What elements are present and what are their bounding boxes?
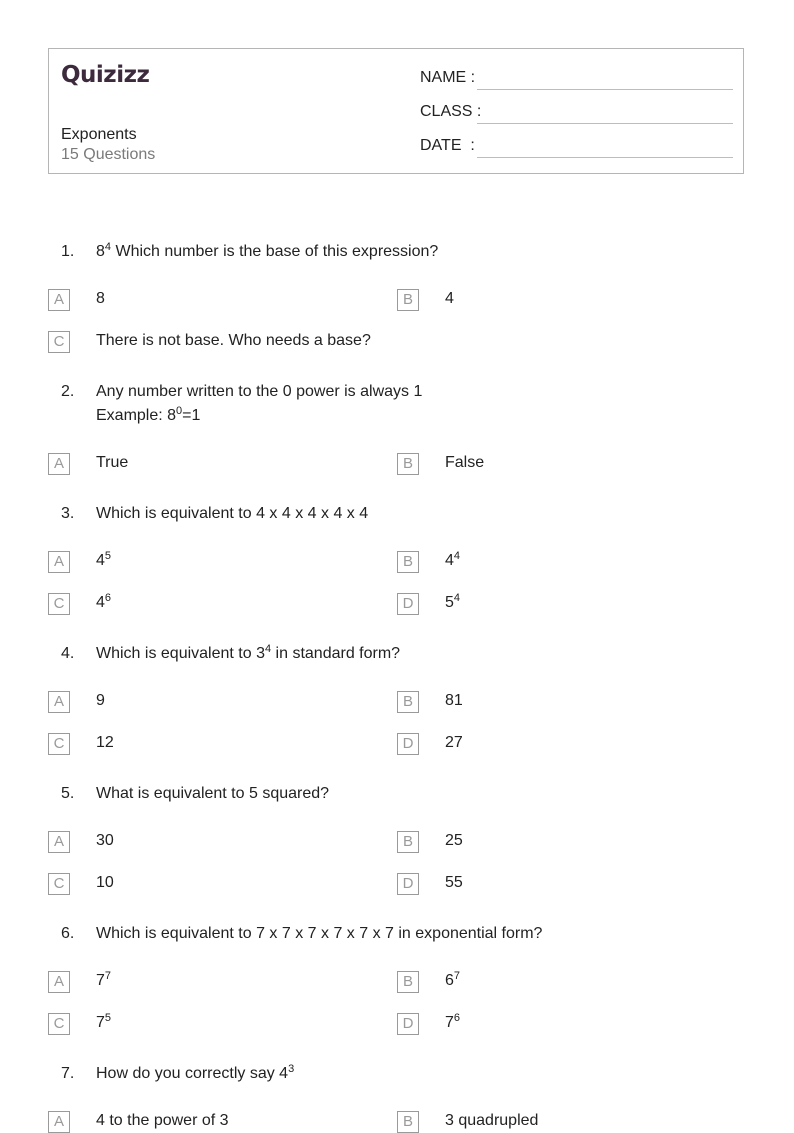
name-line[interactable] — [477, 89, 733, 90]
option-b-box[interactable]: B — [397, 691, 419, 713]
class-line[interactable] — [477, 123, 733, 124]
text-part: Which number is the base of this expression? — [111, 243, 439, 260]
option-c-box[interactable]: C — [48, 331, 70, 353]
text-part: Example: 8 — [96, 407, 177, 424]
text-part: in standard form? — [271, 645, 401, 662]
text-part: 6 — [445, 972, 454, 989]
option-a-box[interactable]: A — [48, 453, 70, 475]
text-part: 7 — [96, 972, 105, 989]
option-a-text — [96, 972, 111, 990]
question-number: 2. — [61, 383, 75, 400]
question-text — [96, 1062, 294, 1086]
option-c-text — [96, 874, 114, 892]
text-part: Which is equivalent to 3 — [96, 645, 265, 662]
option-c-box[interactable]: C — [48, 733, 70, 755]
svg-text:Quizizz: Quizizz — [61, 62, 150, 87]
question-number: 1. — [61, 243, 75, 260]
option-c-box[interactable]: C — [48, 593, 70, 615]
question-count: 15 Questions — [61, 146, 156, 163]
text-part: 27 — [445, 734, 463, 751]
exponent: 4 — [264, 643, 272, 655]
text-part: 4 — [445, 552, 454, 569]
date-label: DATE : — [420, 137, 475, 154]
text-part: 12 — [96, 734, 114, 751]
text-part: What is equivalent to 5 squared? — [96, 785, 330, 802]
text-part: True — [96, 454, 129, 471]
option-c-box[interactable]: C — [48, 1013, 70, 1035]
text-part: 5 — [445, 594, 454, 611]
text-part: There is not base. Who needs a base? — [96, 332, 371, 349]
option-a-box[interactable]: A — [48, 289, 70, 311]
option-b-box[interactable]: B — [397, 831, 419, 853]
option-a-text — [96, 290, 105, 308]
text-part: 9 — [96, 692, 105, 709]
exponent: 7 — [453, 970, 461, 982]
option-a-box[interactable]: A — [48, 831, 70, 853]
option-b-text — [445, 832, 463, 850]
option-c-text — [96, 332, 371, 350]
option-c-text — [96, 1014, 111, 1032]
option-a-box[interactable]: A — [48, 691, 70, 713]
option-a-text — [96, 692, 105, 710]
question-number: 5. — [61, 785, 75, 802]
text-part: =1 — [182, 407, 201, 424]
option-b-text — [445, 692, 463, 710]
question-text — [96, 922, 542, 946]
option-d-box[interactable]: D — [397, 733, 419, 755]
text-part: 10 — [96, 874, 114, 891]
question-number: 7. — [61, 1065, 75, 1082]
option-b-text — [445, 972, 460, 990]
question-number: 6. — [61, 925, 75, 942]
text-part: 8 — [96, 290, 105, 307]
question-text — [96, 380, 422, 428]
option-c-text — [96, 734, 114, 752]
text-part: Which is equivalent to 7 x 7 x 7 x 7 x 7 x 7 in exponential form? — [96, 925, 543, 942]
worksheet-header — [48, 48, 744, 174]
option-d-text — [445, 1014, 460, 1032]
option-b-box[interactable]: B — [397, 289, 419, 311]
name-label: NAME : — [420, 69, 476, 86]
option-a-box[interactable]: A — [48, 551, 70, 573]
option-b-text — [445, 290, 454, 308]
exponent: 7 — [104, 970, 112, 982]
option-d-text — [445, 734, 463, 752]
option-b-text — [445, 552, 460, 570]
option-d-box[interactable]: D — [397, 593, 419, 615]
option-b-box[interactable]: B — [397, 551, 419, 573]
option-a-text — [96, 454, 128, 472]
option-b-box[interactable]: B — [397, 453, 419, 475]
text-part: 25 — [445, 832, 463, 849]
text-part: 8 — [96, 243, 105, 260]
text-part: 4 to the power of 3 — [96, 1112, 229, 1129]
exponent: 6 — [453, 1012, 461, 1024]
option-a-box[interactable]: A — [48, 1111, 70, 1133]
class-label: CLASS : — [420, 103, 482, 120]
exponent: 5 — [104, 1012, 112, 1024]
date-line[interactable] — [477, 157, 733, 158]
quizizz-logo — [61, 59, 153, 87]
option-b-box[interactable]: B — [397, 971, 419, 993]
exponent: 3 — [288, 1063, 295, 1075]
question-number: 3. — [61, 505, 75, 522]
text-part: 81 — [445, 692, 463, 709]
text-part: 4 — [96, 594, 105, 611]
option-a-text — [96, 832, 114, 850]
option-a-text — [96, 552, 111, 570]
text-part: 3 quadrupled — [445, 1112, 539, 1129]
option-c-box[interactable]: C — [48, 873, 70, 895]
text-part: False — [445, 454, 485, 471]
question-text — [96, 240, 438, 264]
question-text — [96, 502, 368, 526]
question-number: 4. — [61, 645, 75, 662]
text-part: 7 — [96, 1014, 105, 1031]
option-b-text — [445, 1112, 538, 1130]
exponent: 6 — [104, 592, 112, 604]
text-part: How do you correctly say 4 — [96, 1065, 289, 1082]
text-part: 4 — [96, 552, 105, 569]
worksheet-title: Exponents — [61, 126, 137, 143]
question-text — [96, 782, 329, 806]
option-d-text — [445, 594, 460, 612]
option-d-box[interactable]: D — [397, 873, 419, 895]
option-a-box[interactable]: A — [48, 971, 70, 993]
text-part: 55 — [445, 874, 463, 891]
exponent: 5 — [104, 550, 112, 562]
text-part: Which is equivalent to 4 x 4 x 4 x 4 x 4 — [96, 505, 369, 522]
option-c-text — [96, 594, 111, 612]
exponent: 4 — [453, 592, 461, 604]
exponent: 4 — [104, 241, 112, 253]
option-d-text — [445, 874, 463, 892]
option-a-text — [96, 1112, 229, 1130]
exponent: 4 — [453, 550, 461, 562]
text-part: 7 — [445, 1014, 454, 1031]
option-b-text — [445, 454, 484, 472]
exponent: 0 — [176, 405, 183, 417]
option-d-box[interactable]: D — [397, 1013, 419, 1035]
option-b-box[interactable]: B — [397, 1111, 419, 1133]
text-part: 4 — [445, 290, 454, 307]
question-text — [96, 642, 400, 666]
text-part: 30 — [96, 832, 114, 849]
text-part: Any number written to the 0 power is always 1 — [96, 383, 423, 400]
